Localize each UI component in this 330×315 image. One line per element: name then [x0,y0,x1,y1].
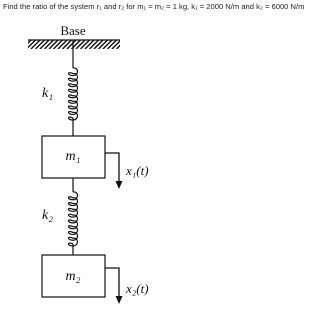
disp2-label: x₂(t) [126,281,149,296]
disp1-label: x₁(t) [126,163,149,178]
base-label: Base [60,23,86,38]
spring1-label: k₁ [42,86,54,101]
spring2-label: k₂ [42,208,54,223]
spring-k1 [69,40,78,136]
disp1-arrow [105,153,123,189]
mass2-label: m₂ [65,269,81,284]
mass1-label: m₁ [65,149,81,164]
question-text: Find the ratio of the system r₁ and r₂ for m₁ = m₂ = 1 kg, k₁ = 2000 N/m and k₂ = 6000 N/m [3,2,305,11]
base-ground [22,40,130,49]
spring-k2 [69,178,78,255]
disp2-arrow [105,268,123,304]
